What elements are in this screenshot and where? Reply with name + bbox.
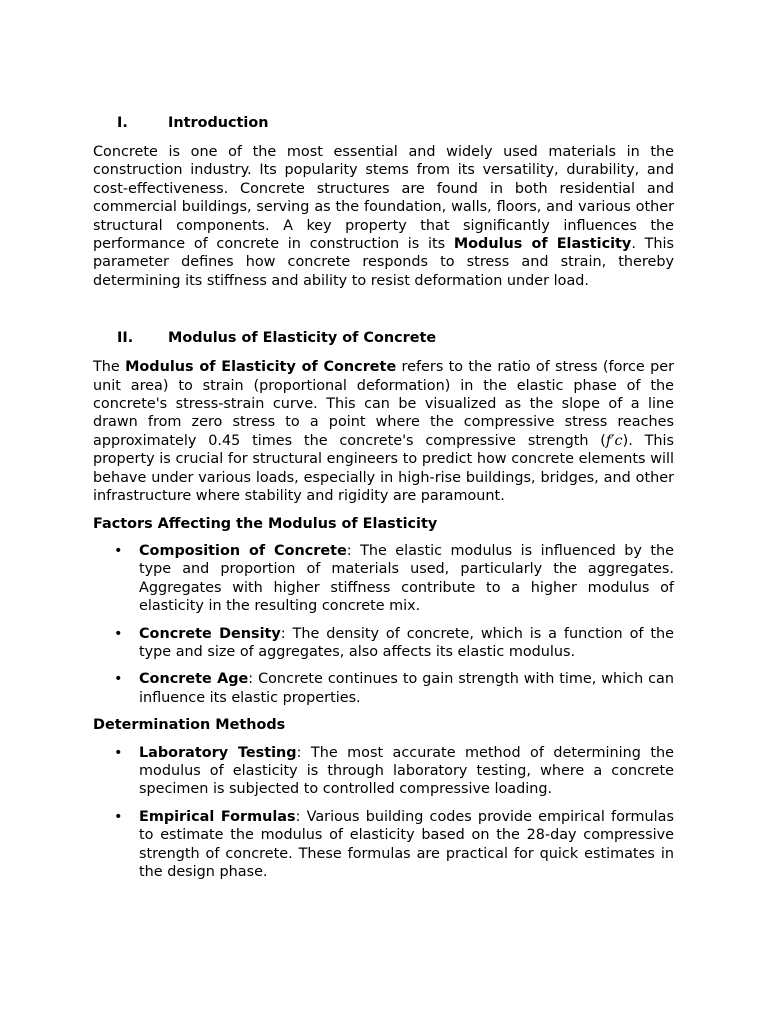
document-page — [93, 114, 674, 881]
list-item — [93, 625, 674, 662]
paragraph-text: ). This property is crucial for structural engineers to predict how concrete elements will behave under various loads, especially in high-rise buildings, bridges, and other infrastructure where stability and rigidity are paramount. — [93, 432, 674, 505]
list-item-text: : The density of concrete, which is a function of the type and size of aggregates, also affects its elastic modulus. — [139, 625, 674, 660]
paragraph-text: refers to the ratio of stress (force per unit area) to strain (proportional deformation) in the elastic phase of the concrete's stress-strain curve. This can be visualized as the slope of a line drawn from zero stress to a point where the compressive stress reaches approximately 0.45 times the concrete's compressive strength ( — [93, 359, 675, 449]
introduction-paragraph — [93, 143, 674, 290]
math-symbol: f′c — [605, 432, 623, 449]
bullet-icon: • — [114, 625, 123, 642]
list-item — [93, 670, 674, 707]
paragraph-bold-term: Modulus of Elasticity — [453, 236, 632, 253]
section-number: II. — [117, 330, 134, 347]
list-item-text: : The elastic modulus is influenced by the type and proportion of materials used, particularly the aggregates. Aggregates with higher stiffness contribute to a higher modulus of elasticity in the resulting concrete mix. — [139, 542, 674, 615]
list-item-term: Concrete Age — [139, 671, 249, 688]
list-item — [93, 542, 674, 616]
bullet-icon: • — [114, 808, 123, 825]
list-item — [93, 744, 674, 799]
list-item-term: Composition of Concrete — [139, 542, 347, 559]
paragraph-bold-term: Modulus of Elasticity of Concrete — [125, 359, 397, 376]
factors-list — [93, 542, 674, 707]
paragraph-text: . This parameter defines how concrete responds to stress and strain, thereby determining its stiffness and ability to resist deformation under load. — [93, 236, 674, 289]
section-title: Modulus of Elasticity of Concrete — [168, 330, 437, 347]
bullet-icon: • — [114, 744, 123, 761]
paragraph-text: Concrete is one of the most essential and widely used materials in the construction industry. Its popularity stems from its versatility, durability, and cost-effectiveness. Concrete structures are found in both residential and commercial buildings, serving as the foundation, walls, floors, and various other structural components. A key property that significantly influences the performance of concrete in construction is its — [93, 144, 674, 253]
list-item-term: Concrete Density — [139, 625, 281, 642]
list-item-term: Empirical Formulas — [139, 808, 296, 825]
list-item-text: : The most accurate method of determining the modulus of elasticity is through laboratory testing, where a concrete specimen is subjected to controlled compressive loading. — [139, 744, 674, 798]
section-title: Introduction — [168, 115, 269, 131]
list-item-text: : Concrete continues to gain strength with time, which can influence its elastic properties. — [139, 671, 674, 706]
methods-list — [93, 744, 674, 882]
factors-heading: Factors Affecting the Modulus of Elasticity — [93, 515, 438, 532]
section-number: I. — [117, 115, 128, 131]
section-heading-introduction — [93, 114, 674, 132]
section-heading-modulus — [93, 329, 674, 347]
bullet-icon: • — [114, 671, 123, 688]
paragraph-text: The — [93, 359, 126, 376]
bullet-icon: • — [114, 542, 123, 559]
modulus-paragraph — [93, 358, 674, 505]
list-item-text: : Various building codes provide empirical formulas to estimate the modulus of elasticity based on the 28-day compressive strength of concrete. These formulas are practical for quick estimates in the design phase. — [139, 808, 674, 880]
list-item-term: Laboratory Testing — [139, 744, 297, 761]
list-item — [93, 808, 674, 882]
methods-heading: Determination Methods — [93, 717, 286, 734]
